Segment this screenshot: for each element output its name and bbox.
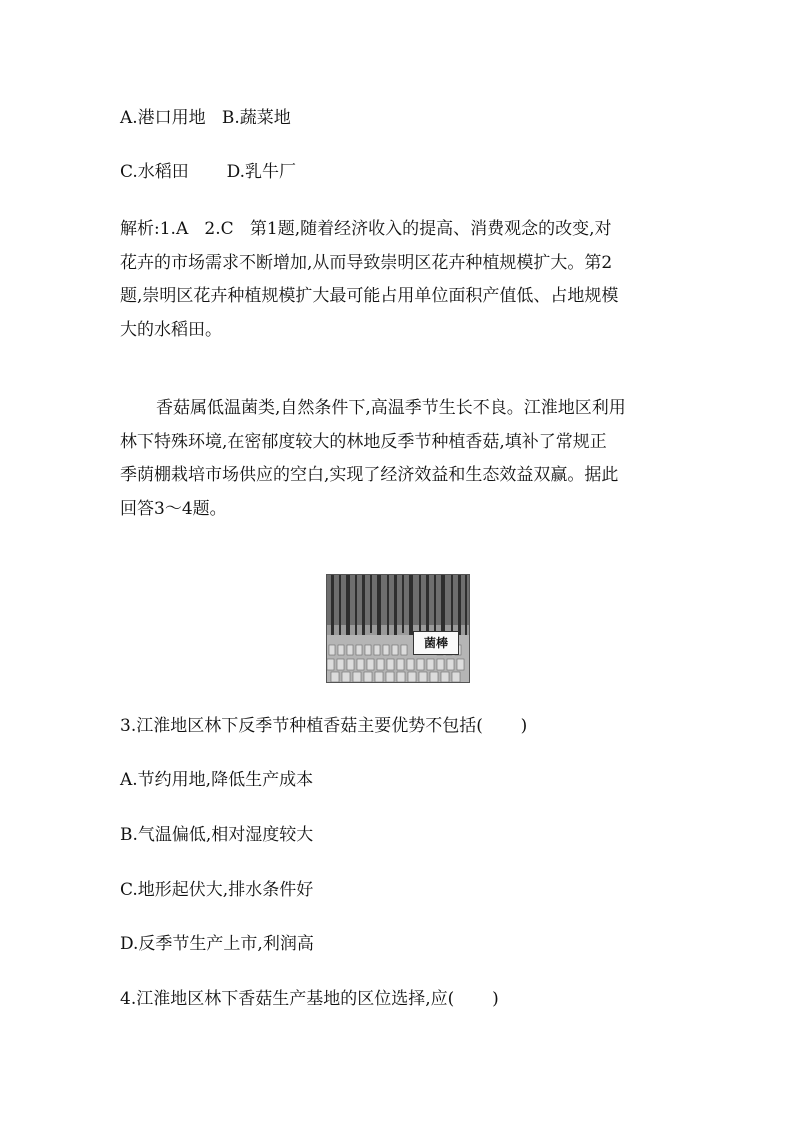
- explanation-line: 题,崇明区花卉种植规模扩大最可能占用单位面积产值低、占地规模: [120, 286, 619, 306]
- explanation-line: 大的水稻田。: [120, 319, 222, 340]
- mushroom-log-label: 菌棒: [413, 631, 459, 655]
- explanation-line: 花卉的市场需求不断增加,从而导致崇明区花卉种植规模扩大。第2: [120, 252, 613, 273]
- passage-paragraph: [120, 392, 680, 526]
- question-3-stem: 3.江淮地区林下反季节种植香菇主要优势不包括( ): [120, 716, 528, 736]
- forest-mushroom-photo: [326, 574, 470, 683]
- passage-line: 回答3～4题。: [120, 498, 227, 519]
- question-3-option-b: B.气温偏低,相对湿度较大: [120, 825, 314, 845]
- question-3-option-d: D.反季节生产上市,利润高: [120, 934, 314, 954]
- question-4-stem: 4.江淮地区林下香菇生产基地的区位选择,应( ): [120, 989, 499, 1009]
- passage-line: 林下特殊环境,在密郁度较大的林地反季节种植香菇,填补了常规正: [120, 431, 607, 452]
- explanation-line: 解析:1.A 2.C 第1题,随着经济收入的提高、消费观念的改变,对: [120, 219, 612, 239]
- question-3-option-c: C.地形起伏大,排水条件好: [120, 880, 314, 900]
- forest-photo-illustration: [327, 575, 469, 682]
- option-line-2: C.水稻田 D.乳牛厂: [120, 162, 297, 182]
- passage-line: 季荫棚栽培市场供应的空白,实现了经济效益和生态效益双赢。据此: [120, 465, 619, 485]
- option-line-1: A.港口用地 B.蔬菜地: [120, 108, 291, 128]
- passage-line: 香菇属低温菌类,自然条件下,高温季节生长不良。江淮地区利用: [156, 398, 626, 418]
- explanation-paragraph: [120, 213, 680, 347]
- question-3-option-a: A.节约用地,降低生产成本: [120, 770, 314, 790]
